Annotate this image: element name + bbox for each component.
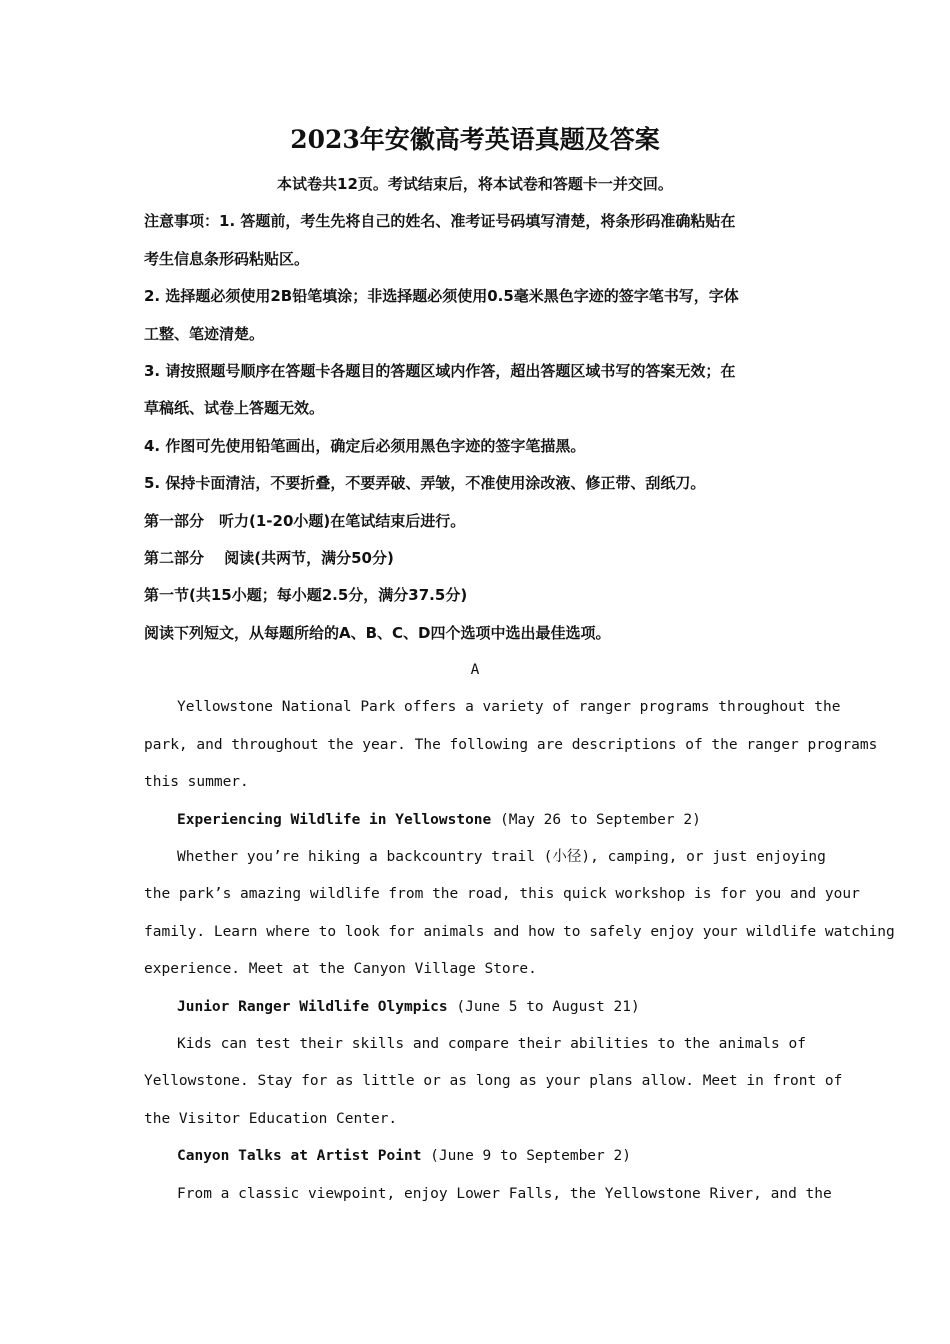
note-line: 4. 作图可先使用铅笔画出，确定后必须用黑色字迹的签字笔描黑。 bbox=[144, 436, 586, 455]
program-text-line: Kids can test their skills and compare their abilities to the animals of bbox=[177, 1035, 806, 1052]
intro-line: park, and throughout the year. The following are descriptions of the ranger programs bbox=[144, 736, 878, 753]
program-dates: (June 5 to August 21) bbox=[447, 998, 640, 1015]
part-one-heading: 第一部分 听力(1-20小题)在笔试结束后进行。 bbox=[144, 511, 466, 530]
program-heading bbox=[144, 1138, 806, 1175]
part-two-heading: 第二部分 阅读(共两节，满分50分) bbox=[144, 548, 394, 567]
program-text-line: experience. Meet at the Canyon Village Store. bbox=[144, 961, 537, 978]
intro-line: this summer. bbox=[144, 774, 249, 791]
note-line: 注意事项：1. 答题前，考生先将自己的姓名、准考证号码填写清楚，将条形码准确粘贴在 bbox=[144, 212, 736, 231]
program-text-line: From a classic viewpoint, enjoy Lower Falls, the Yellowstone River, and the bbox=[177, 1185, 832, 1202]
passage-label: A bbox=[470, 662, 480, 679]
note-line: 草稿纸、试卷上答题无效。 bbox=[144, 399, 325, 418]
program-text-line: the park’s amazing wildlife from the road, this quick workshop is for you and your bbox=[144, 886, 860, 903]
intro-line: Yellowstone National Park offers a variety of ranger programs throughout the bbox=[177, 699, 841, 716]
program-text-line: Yellowstone. Stay for as little or as long as your plans allow. Meet in front of bbox=[144, 1073, 843, 1090]
program-heading bbox=[144, 989, 806, 1026]
program-text-line: the Visitor Education Center. bbox=[144, 1110, 398, 1127]
program-dates: (June 9 to September 2) bbox=[421, 1148, 631, 1165]
program-dates: (May 26 to September 2) bbox=[491, 811, 701, 828]
document-body bbox=[144, 166, 895, 1213]
note-line: 考生信息条形码粘贴区。 bbox=[144, 249, 310, 268]
program-name: Canyon Talks at Artist Point bbox=[177, 1148, 422, 1165]
reading-instruction: 阅读下列短文，从每题所给的A、B、C、D四个选项中选出最佳选项。 bbox=[144, 623, 611, 642]
note-line: 5. 保持卡面清洁，不要折叠，不要弄破、弄皱，不准使用涂改液、修正带、刮纸刀。 bbox=[144, 474, 706, 493]
note-line: 3. 请按照题号顺序在答题卡各题目的答题区域内作答，超出答题区域书写的答案无效；在 bbox=[144, 361, 736, 380]
program-name: Junior Ranger Wildlife Olympics bbox=[177, 998, 448, 1015]
note-line: 工整、笔迹清楚。 bbox=[144, 324, 265, 343]
program-name: Experiencing Wildlife in Yellowstone bbox=[177, 811, 492, 828]
program-text-line: family. Learn where to look for animals and how to safely enjoy your wildlife watching bbox=[144, 923, 895, 940]
program-heading bbox=[144, 802, 806, 839]
page-title: 2023年安徽高考英语真题及答案 bbox=[290, 125, 660, 154]
note-line: 2. 选择题必须使用2B铅笔填涂；非选择题必须使用0.5毫米黑色字迹的签字笔书写，字体 bbox=[144, 287, 739, 306]
program-text-line: Whether you’re hiking a backcountry trail (小径), camping, or just enjoying bbox=[177, 849, 826, 866]
section-one-heading: 第一节(共15小题；每小题2.5分，满分37.5分) bbox=[144, 586, 468, 605]
exam-subtitle: 本试卷共12页。考试结束后，将本试卷和答题卡一并交回。 bbox=[277, 175, 673, 193]
